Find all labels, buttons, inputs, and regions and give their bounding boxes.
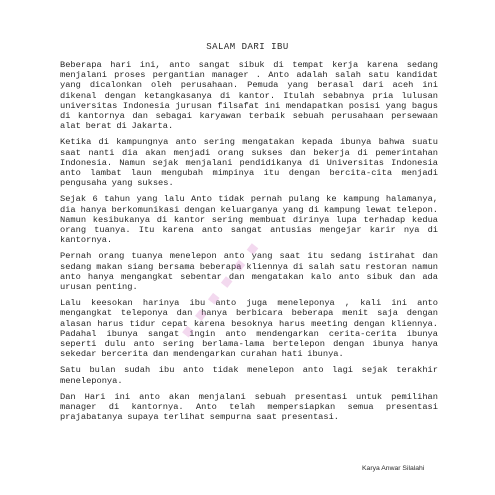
paragraph: Lalu keesokan harinya ibu anto juga meneleponya , kali ini anto mengangkat teleponya dan hanya berbicara beberapa menit saja dengan alasan harus tidur cepat karena besoknya harus meeting dengan kliennya. Padahal ibunya sangat ingin anto mendengarkan cerita-cerita ibunya seperti dulu anto sering berlama-lama bertelepon dengan ibunya hanya sekedar bercerita dan mendengarkan curahan hati ibunya. (60, 298, 438, 360)
paragraph: Sejak 6 tahun yang lalu Anto tidak pernah pulang ke kampung halamanya, dia hanya berkomunikasi dengan keluarganya yang di kampung lewat telepon. Namun kesibukanya di kantor sering membuat dirinya lupa terhadap kedua orang tuanya. Itu karena anto sangat antusias mengejar karir nya di kantornya. (60, 194, 438, 246)
paragraph: Beberapa hari ini, anto sangat sibuk di tempat kerja karena sedang menjalani proses pergantian manager . Anto adalah salah satu kandidat yang dicalonkan oleh perusahaan. Pemuda yang berasal dari aceh ini dikenal dengan ketangkasanya di kantor. Itulah sebabnya pria lulusan universitas Indonesia jurusan filsafat ini mendapatkan posisi yang bagus di kantornya dan sebagai karyawan terbaik sebuah perusahaan persewaan alat berat di Jakarta. (60, 60, 438, 132)
author-signature: Karya Anwar Silalahi (362, 465, 425, 472)
paragraph: Pernah orang tuanya menelepon anto yang saat itu sedang istirahat dan sedang makan siang bersama beberapa kliennya di salah satu restoran namun anto hanya mengangkat sebentar dan mengatakan kalo anto sibuk dan ada urusan penting. (60, 251, 438, 293)
document-title: SALAM DARI IBU (206, 42, 289, 52)
document-body (60, 60, 438, 429)
watermark-stamp: ■ ■ ■ ■ ■ ■ (176, 236, 265, 342)
paragraph: Ketika di kampungnya anto sering mengatakan kepada ibunya bahwa suatu saat nanti dia akan menjadi orang sukses dan bekerja di pemerintahan Indonesia. Namun sejak menjalani pendidikanya di Universitas Indonesia anto lambat laun mengubah mimpinya itu dengan bercita-cita menjadi pengusaha yang sukses. (60, 137, 438, 189)
paragraph: Satu bulan sudah ibu anto tidak menelepon anto lagi sejak terakhir meneleponya. (60, 365, 438, 386)
paragraph: Dan Hari ini anto akan menjalani sebuah presentasi untuk pemilihan manager di kantornya. Anto telah mempersiapkan semua presentasi prajabatanya supaya terlihat sempurna saat presentasi. (60, 391, 438, 423)
